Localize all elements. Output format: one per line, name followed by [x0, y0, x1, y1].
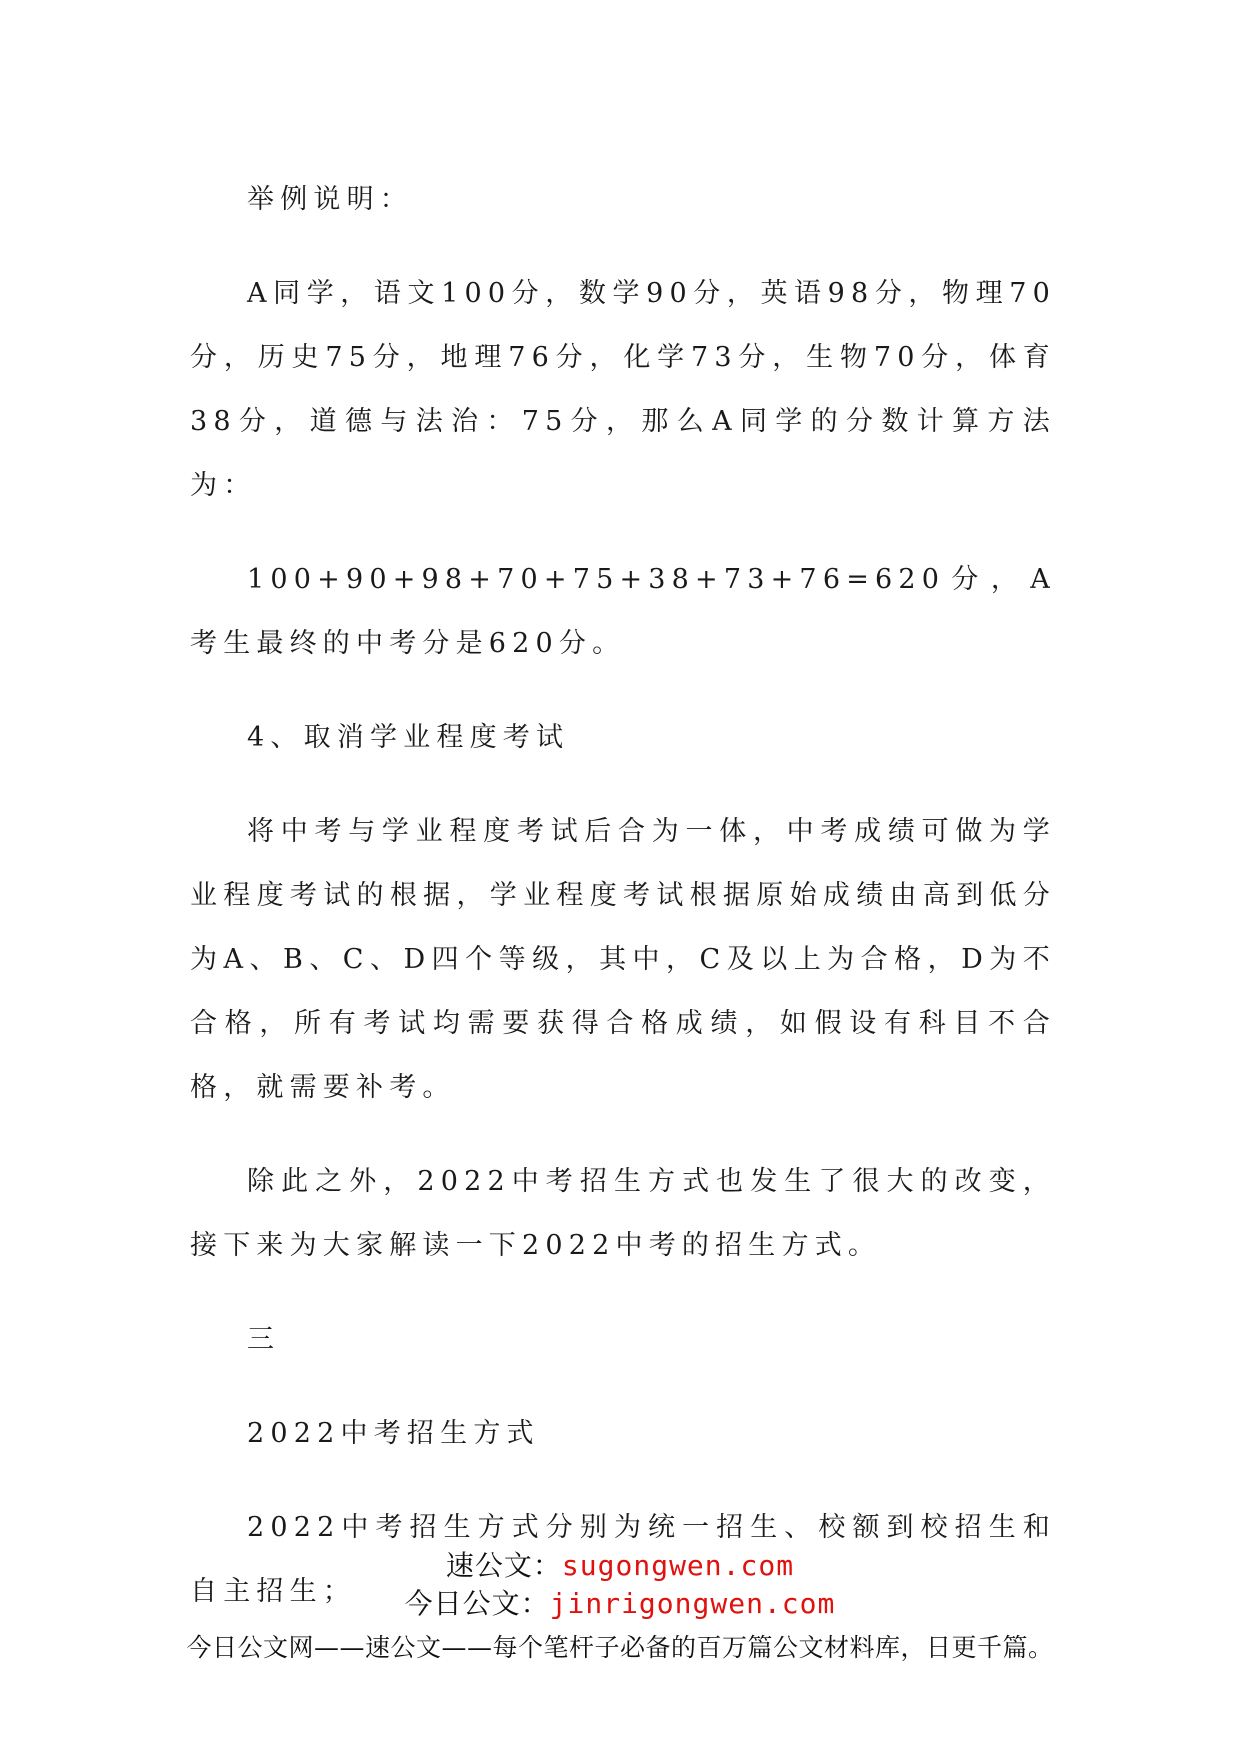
- footer-sugongwen-line: [0, 1547, 1240, 1585]
- paragraph-admission-types: 2022中考招生方式分别为统一招生、校额到校招生和自主招生；: [190, 1512, 1056, 1607]
- page-footer: [0, 1547, 1240, 1667]
- paragraph-example-heading: 举例说明：: [247, 184, 413, 215]
- section-heading-cancel-exam: 4、取消学业程度考试: [247, 722, 570, 753]
- section-heading-admission-methods: 2022中考招生方式: [247, 1418, 540, 1449]
- footer-sugongwen-label: 速公文：: [445, 1549, 562, 1582]
- footer-sugongwen-link[interactable]: sugongwen.com: [561, 1549, 795, 1582]
- footer-slogan: 今日公文网——速公文——每个笔杆子必备的百万篇公文材料库，日更千篇。: [186, 1633, 1054, 1662]
- section-number-three: 三: [247, 1324, 281, 1355]
- paragraph-admission-change: 除此之外，2022中考招生方式也发生了很大的改变，接下来为大家解读一下2022中考的招生方式。: [190, 1166, 1056, 1261]
- paragraph-grade-levels: 将中考与学业程度考试后合为一体，中考成绩可做为学业程度考试的根据，学业程度考试根据原始成绩由高到低分为A、B、C、D四个等级，其中，C及以上为合格，D为不合格，所有考试均需要获得合格成绩，如假设有科目不合格，就需要补考。: [190, 816, 1056, 1103]
- footer-jinrigongwen-line: [0, 1585, 1240, 1623]
- footer-jinrigongwen-label: 今日公文：: [404, 1587, 550, 1620]
- footer-jinrigongwen-link[interactable]: jinrigongwen.com: [549, 1587, 836, 1620]
- paragraph-score-calculation: 100+90+98+70+75+38+73+76=620分，A考生最终的中考分是620分。: [190, 564, 1056, 659]
- document-body: [190, 168, 1056, 1624]
- paragraph-example-scores: A同学，语文100分，数学90分，英语98分，物理70分，历史75分，地理76分，化学73分，生物70分，体育38分，道德与法治：75分，那么A同学的分数计算方法为：: [190, 278, 1056, 501]
